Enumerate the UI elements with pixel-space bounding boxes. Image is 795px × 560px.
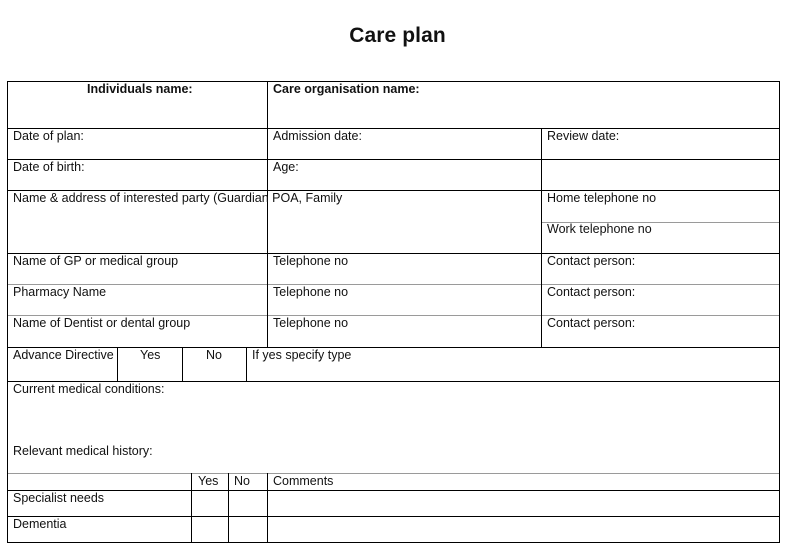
pharmacy-contact-person-label: Contact person: (547, 285, 636, 299)
admission-date-label: Admission date: (273, 129, 362, 143)
date-of-plan-label: Date of plan: (13, 129, 84, 143)
individuals-name-label: Individuals name: (87, 82, 193, 96)
dentist-telephone-label: Telephone no (273, 316, 349, 330)
review-date-label: Review date: (547, 129, 620, 143)
interested-party-label: Name & address of interested party (Guardian POA, Family (13, 191, 343, 205)
date-of-birth-label: Date of birth: (13, 160, 85, 174)
care-organisation-name-label: Care organisation name: (273, 82, 420, 96)
gp-telephone-label: Telephone no (273, 254, 349, 268)
specialist-needs-label: Specialist needs (13, 491, 105, 505)
needs-comments-header: Comments (273, 474, 334, 488)
advance-directive-label: Advance Directive (13, 348, 114, 362)
age-label: Age: (273, 160, 299, 174)
needs-no-header: No (234, 474, 250, 488)
needs-yes-header: Yes (198, 474, 219, 488)
pharmacy-telephone-label: Telephone no (273, 285, 349, 299)
advance-directive-specify-label: If yes specify type (252, 348, 352, 362)
gp-name-label: Name of GP or medical group (13, 254, 179, 268)
dementia-label: Dementia (13, 517, 67, 531)
dentist-name-label: Name of Dentist or dental group (13, 316, 191, 330)
dentist-contact-person-label: Contact person: (547, 316, 636, 330)
current-medical-conditions-label: Current medical conditions: (13, 382, 165, 396)
work-telephone-label: Work telephone no (547, 222, 652, 236)
gp-contact-person-label: Contact person: (547, 254, 636, 268)
pharmacy-name-label: Pharmacy Name (13, 285, 107, 299)
advance-directive-no-option[interactable]: No (206, 348, 222, 362)
advance-directive-yes-option[interactable]: Yes (140, 348, 161, 362)
page-title: Care plan (349, 24, 446, 47)
care-plan-form (7, 81, 780, 543)
home-telephone-label: Home telephone no (547, 191, 657, 205)
relevant-medical-history-label: Relevant medical history: (13, 444, 153, 458)
